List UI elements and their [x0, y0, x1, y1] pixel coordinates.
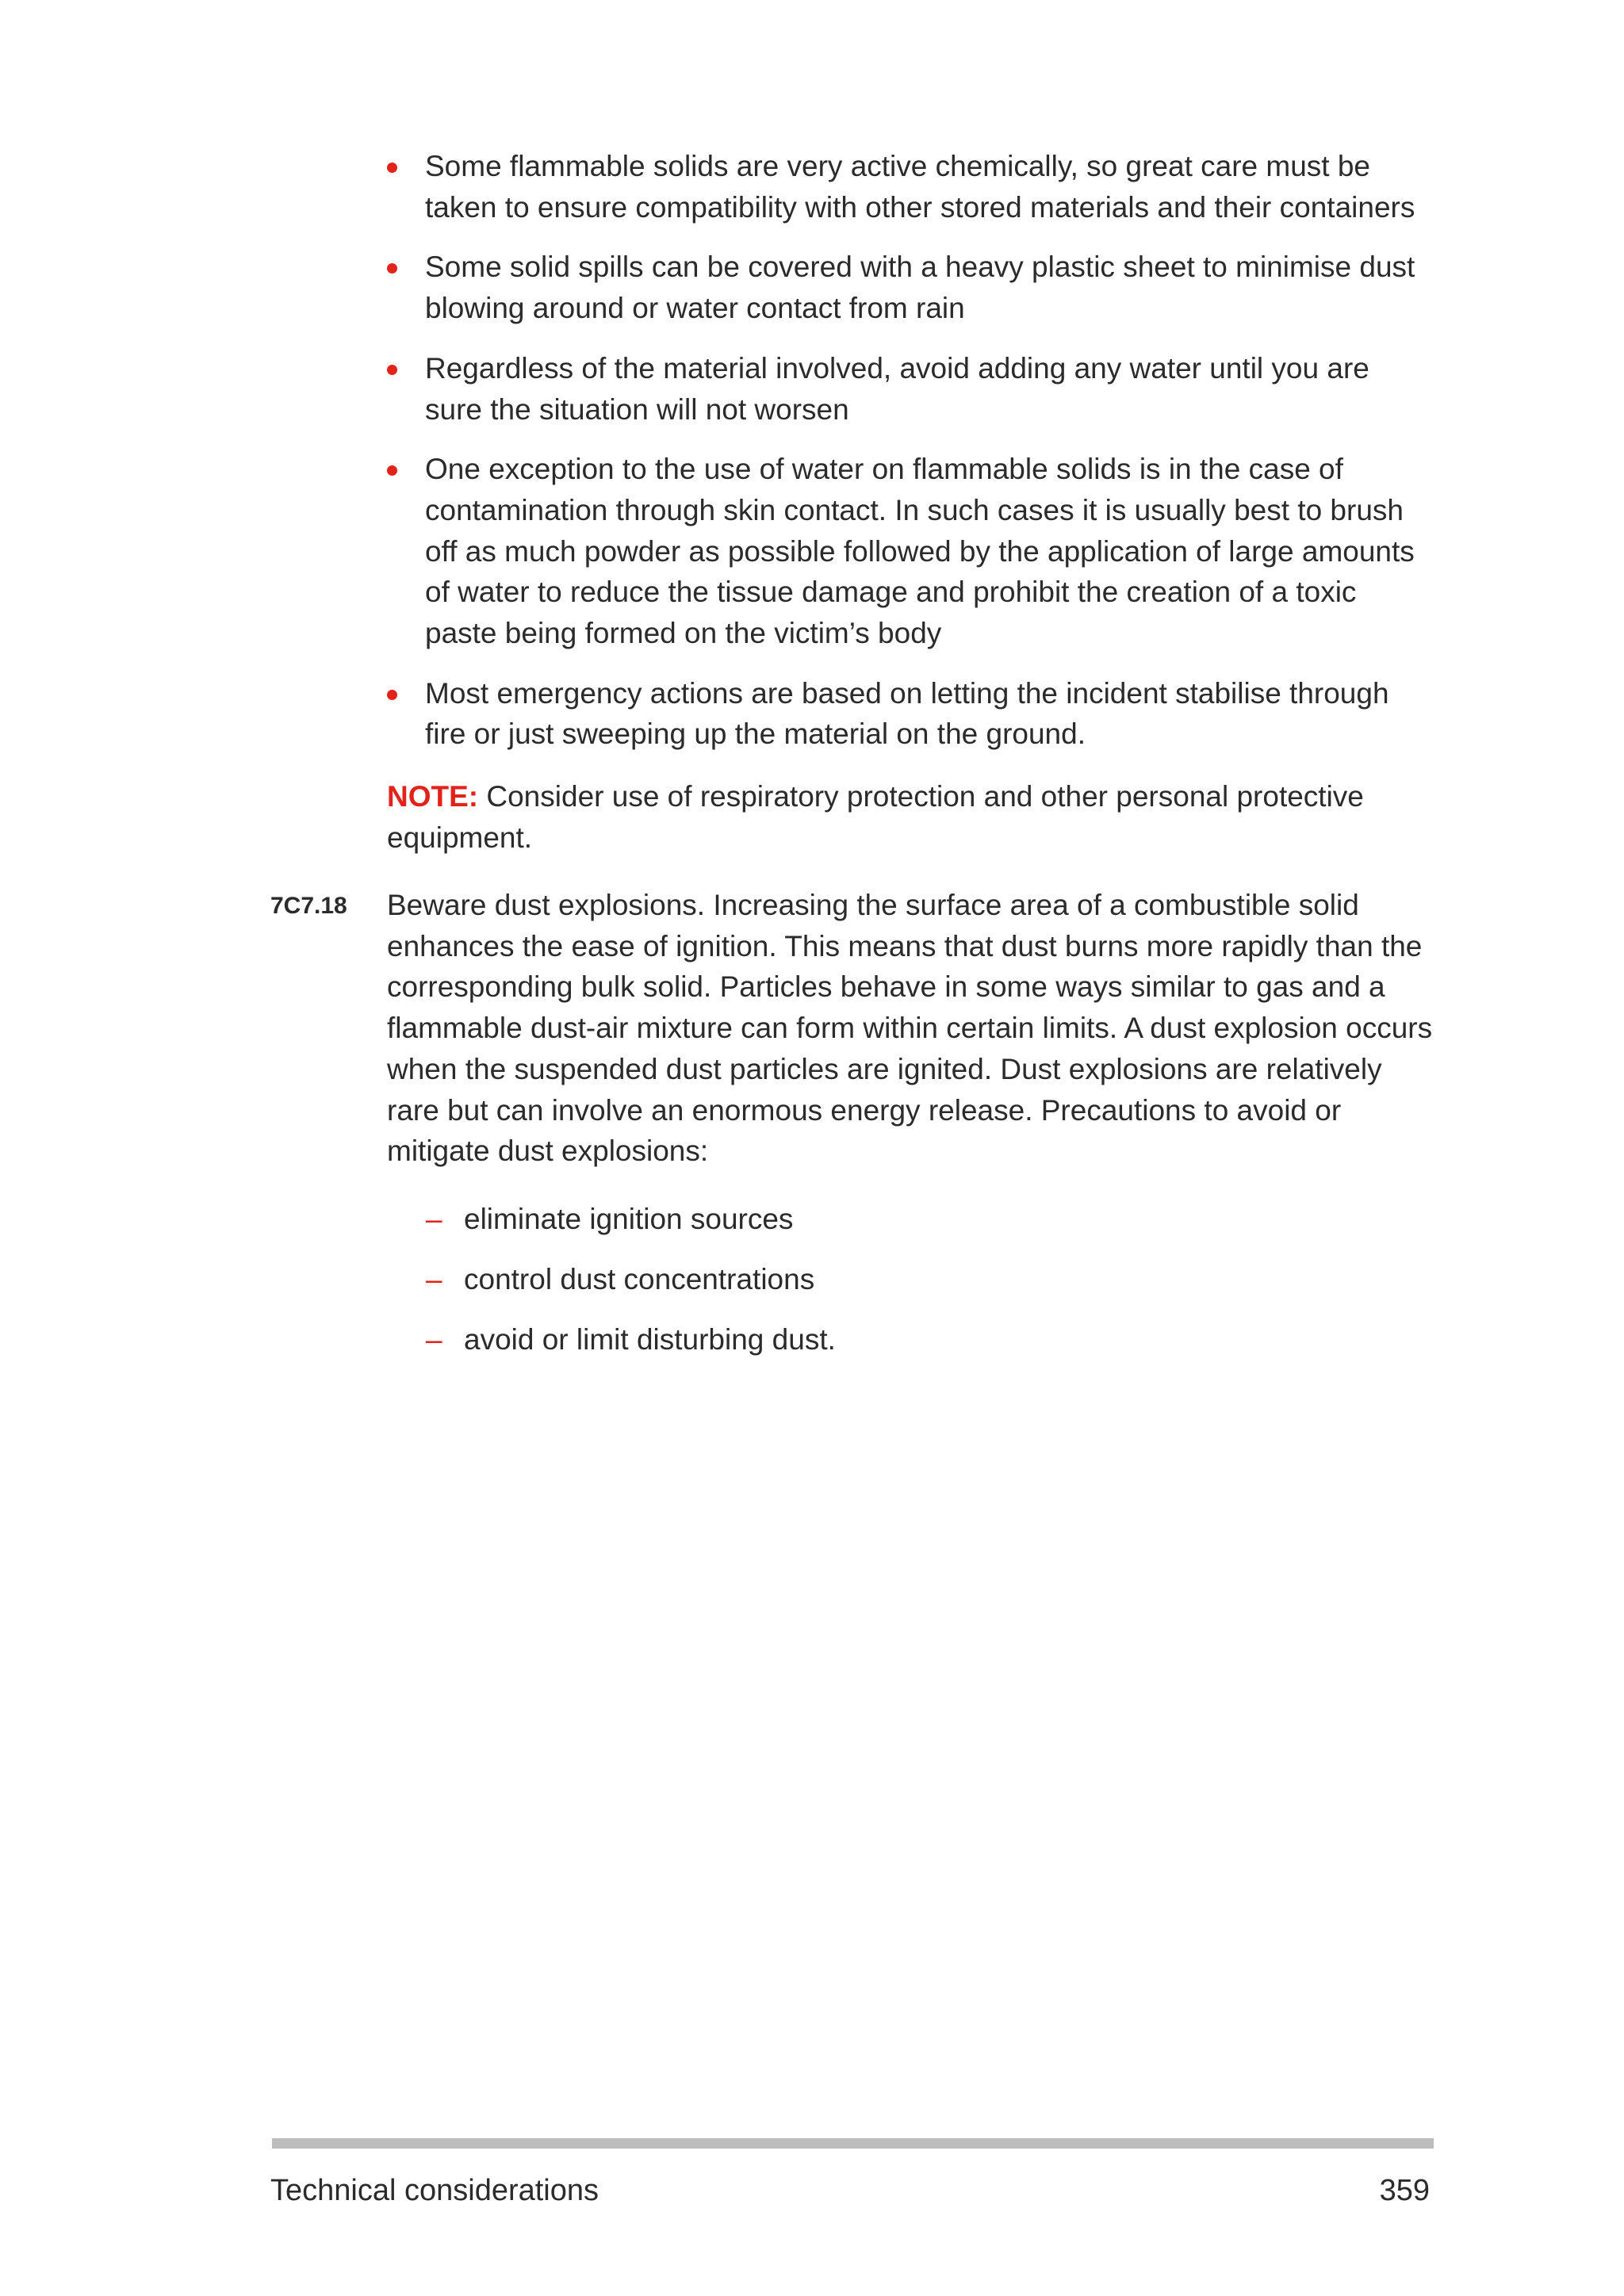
footer-divider: [272, 2138, 1434, 2149]
dash-item: [426, 1259, 1377, 1300]
dash-icon: –: [426, 1203, 442, 1235]
dash-icon: –: [426, 1323, 442, 1356]
bullet-text: Most emergency actions are based on letting the incident stabilise through fire or just sweeping up the material on the ground.: [425, 676, 1389, 751]
bullet-text: Some flammable solids are very active chemically, so great care must be taken to ensure compatibility with other stored materials and their containers: [425, 150, 1415, 224]
bullet-item: [387, 348, 1434, 430]
bullet-item: [387, 146, 1434, 228]
dash-item: [426, 1319, 1377, 1360]
footer-title: Technical considerations: [270, 2174, 599, 2207]
bullet-text: Regardless of the material involved, avoid adding any water until you are sure the situation will not worsen: [425, 351, 1369, 426]
bullet-list: [387, 146, 1434, 774]
note-label: NOTE:: [387, 780, 479, 813]
dash-text: eliminate ignition sources: [464, 1203, 794, 1235]
bullet-text: One exception to the use of water on flammable solids is in the case of contamination through skin contact. In such cases it is usually best to brush off as much powder as possible followed by the application of large amounts of water to reduce the tissue damage and prohibit the creation of a toxic paste being formed on the victim’s body: [425, 453, 1415, 650]
bullet-item: [387, 247, 1434, 328]
section-number: 7C7.18: [270, 893, 347, 919]
note-paragraph: [387, 776, 1434, 858]
note-text: Consider use of respiratory protection and other personal protective equipment.: [387, 780, 1364, 854]
dash-list: [426, 1199, 1377, 1380]
bullet-item: [387, 673, 1434, 755]
bullet-icon: [387, 690, 397, 700]
bullet-icon: [387, 465, 397, 476]
bullet-text: Some solid spills can be covered with a heavy plastic sheet to minimise dust blowing around or water contact from rain: [425, 251, 1415, 325]
dash-text: avoid or limit disturbing dust.: [464, 1323, 836, 1356]
bullet-icon: [387, 263, 397, 274]
bullet-icon: [387, 365, 397, 375]
bullet-item: [387, 449, 1434, 654]
dash-icon: –: [426, 1263, 442, 1295]
dash-text: control dust concentrations: [464, 1263, 815, 1295]
bullet-icon: [387, 163, 397, 173]
dash-item: [426, 1199, 1377, 1240]
section-paragraph: Beware dust explosions. Increasing the surface area of a combustible solid enhances the ease of ignition. This means that dust burns more rapidly than the corresponding bulk solid. Particles behave in some ways similar to gas and a flammable dust-air mixture can form within certain limits. A dust explosion occurs when the suspended dust particles are ignited. Dust explosions are relatively rare but can involve an enormous energy release. Precautions to avoid or mitigate dust explosions:: [387, 889, 1433, 1168]
page-number: 359: [1379, 2174, 1430, 2207]
